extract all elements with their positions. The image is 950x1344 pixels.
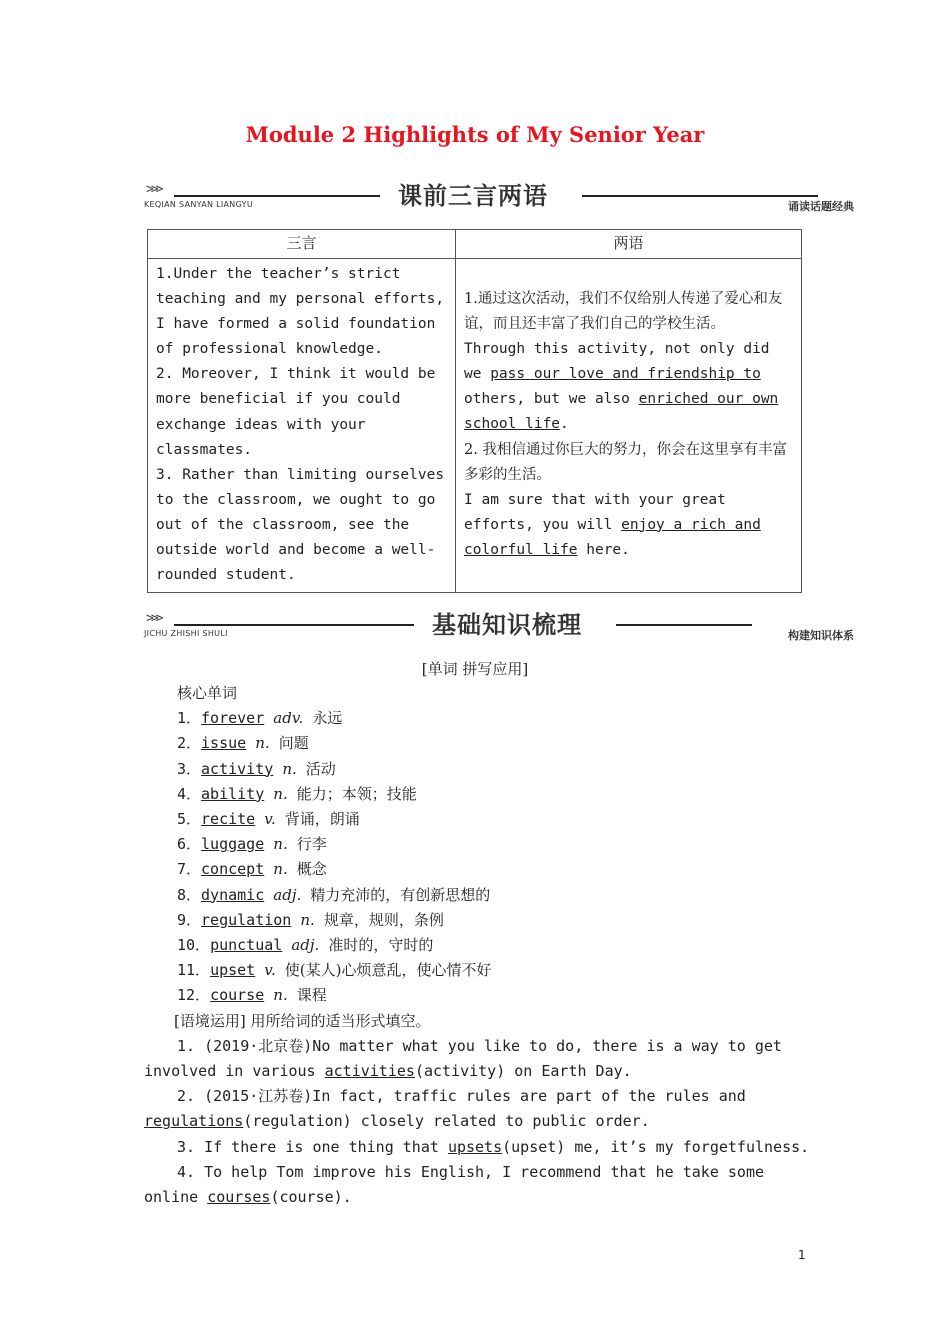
word-answer: dynamic <box>201 885 265 904</box>
sentence-3: 3. Rather than limiting ourselves to the classroom, we ought to go out of the classroom, see the outside world and become a well-rounded student. <box>156 466 445 584</box>
sentence-2: 2. Moreover, I think it would be more beneficial if you could exchange ideas with your classmates. <box>156 366 436 458</box>
banner-tag: 诵读话题经典 <box>788 200 854 213</box>
word-item: 3．activity n. 活动 <box>177 759 336 778</box>
part-of-speech: n. <box>273 860 288 879</box>
banner-pinyin: KEQIAN SANYAN LIANGYU <box>144 200 254 209</box>
word-item: 11．upset v. 使(某人)心烦意乱，使心情不好 <box>177 961 492 980</box>
answer-phrase: enjoy a rich and colorful life <box>464 516 761 558</box>
word-meaning: 准时的，守时的 <box>328 936 434 955</box>
section-banner-preclass <box>144 176 854 212</box>
page-number: 1 <box>798 1248 806 1262</box>
banner-heading: 课前三言两语 <box>398 182 548 210</box>
word-answer: issue <box>201 734 247 753</box>
context-heading: [语境运用] 用所给词的适当形式填空。 <box>174 1011 431 1030</box>
section-banner-basics <box>144 605 854 641</box>
word-answer: ability <box>201 784 265 803</box>
word-meaning: 规章，规则，条例 <box>323 910 444 929</box>
part-of-speech: n. <box>273 986 288 1005</box>
banner-rule-right <box>582 195 818 197</box>
word-answer: recite <box>201 810 256 829</box>
word-item: 8．dynamic adj. 精力充沛的，有创新思想的 <box>177 885 491 904</box>
word-item: 12．course n. 课程 <box>177 986 327 1005</box>
table-cell-left <box>148 259 456 593</box>
part-of-speech: adj. <box>291 936 320 955</box>
part-of-speech: n. <box>300 910 315 929</box>
banner-rule-left <box>174 624 414 626</box>
part-of-speech: n. <box>282 759 297 778</box>
en-sentence-2: I am sure that with your great efforts, you will enjoy a rich and colorful life here. <box>464 491 761 558</box>
word-meaning: 问题 <box>278 734 309 753</box>
banner-heading: 基础知识梳理 <box>432 611 582 639</box>
word-meaning: 背诵，朗诵 <box>284 810 360 829</box>
word-item: 10．punctual adj. 准时的，守时的 <box>177 936 434 955</box>
word-meaning: 能力；本领；技能 <box>296 784 417 803</box>
word-meaning: 活动 <box>305 759 336 778</box>
word-answer: course <box>210 986 265 1005</box>
word-item: 7．concept n. 概念 <box>177 860 327 879</box>
word-item: 4．ability n. 能力；本领；技能 <box>177 784 417 803</box>
arrows-icon: >>> <box>146 611 161 626</box>
en-sentence-1: Through this activity, not only did we pass our love and friendship to others, but we also enriched our own school life. <box>464 341 779 433</box>
cn-sentence-2: 2. 我相信通过你巨大的努力，你会在这里享有丰富多彩的生活。 <box>464 441 787 483</box>
word-item: 2．issue n. 问题 <box>177 734 309 753</box>
answer-phrase: pass our love and friendship to <box>490 366 761 383</box>
exercise-answer: activities <box>324 1062 415 1081</box>
part-of-speech: n. <box>255 734 270 753</box>
phrases-table <box>147 229 802 593</box>
word-item: 5．recite v. 背诵，朗诵 <box>177 810 360 829</box>
word-meaning: 精力充沛的，有创新思想的 <box>310 885 491 904</box>
part-of-speech: adj. <box>273 885 302 904</box>
word-answer: regulation <box>201 910 292 929</box>
word-answer: concept <box>201 860 265 879</box>
word-meaning: 课程 <box>296 986 327 1005</box>
banner-pinyin: JICHU ZHISHI SHULI <box>144 629 228 638</box>
part-of-speech: adv. <box>273 709 304 728</box>
exercise-item: 4. To help Tom improve his English, I recommend that he take some online courses(course). <box>144 1162 764 1207</box>
part-of-speech: n. <box>273 835 288 854</box>
core-words-heading: 核心单词 <box>177 684 238 702</box>
word-meaning: 使(某人)心烦意乱，使心情不好 <box>284 961 492 980</box>
arrows-icon: >>> <box>146 182 161 197</box>
table-cell-right <box>456 259 802 593</box>
word-answer: activity <box>201 759 274 778</box>
exercise-item: 3. If there is one thing that upsets(upset) me, it’s my forgetfulness. <box>177 1137 810 1156</box>
answer-phrase: enriched our own school life <box>464 391 779 433</box>
banner-rule-right <box>616 624 752 626</box>
word-meaning: 永远 <box>312 709 343 728</box>
section-label: [单词 拼写应用] <box>421 660 529 678</box>
word-meaning: 行李 <box>296 835 327 854</box>
word-item: 6．luggage n. 行李 <box>177 835 327 854</box>
exercise-item: 2. (2015·江苏卷)In fact, traffic rules are part of the rules and regulations(regulation) closely related to public order. <box>144 1087 746 1131</box>
part-of-speech: v. <box>264 961 276 980</box>
word-item: 9．regulation n. 规章，规则，条例 <box>177 910 444 929</box>
exercise-answer: upsets <box>447 1137 503 1156</box>
table-header-sanyan: 三言 <box>148 230 456 259</box>
word-answer: forever <box>201 709 265 728</box>
exercise-item: 1. (2019·北京卷)No matter what you like to do, there is a way to get involved in various activities(activity) on Earth Day. <box>144 1036 782 1081</box>
word-list <box>144 681 814 1210</box>
exercise-answer: courses <box>207 1188 271 1207</box>
banner-rule-left <box>174 195 380 197</box>
banner-tag: 构建知识体系 <box>788 629 854 642</box>
word-answer: punctual <box>210 936 283 955</box>
part-of-speech: n. <box>273 784 288 803</box>
word-answer: luggage <box>201 835 265 854</box>
page-title: Module 2 Highlights of My Senior Year <box>245 122 705 147</box>
exercise-answer: regulations <box>144 1112 244 1131</box>
word-meaning: 概念 <box>296 860 327 879</box>
table-header-liangyu: 两语 <box>456 230 802 259</box>
word-answer: upset <box>210 961 256 980</box>
word-item: 1．forever adv. 永远 <box>177 709 343 728</box>
sentence-1: 1.Under the teacher’s strict teaching and my personal efforts, I have formed a solid foundation of professional knowledge. <box>156 266 445 358</box>
part-of-speech: v. <box>264 810 276 829</box>
cn-sentence-1: 1.通过这次活动，我们不仅给别人传递了爱心和友谊，而且还丰富了我们自己的学校生活。 <box>464 291 783 333</box>
